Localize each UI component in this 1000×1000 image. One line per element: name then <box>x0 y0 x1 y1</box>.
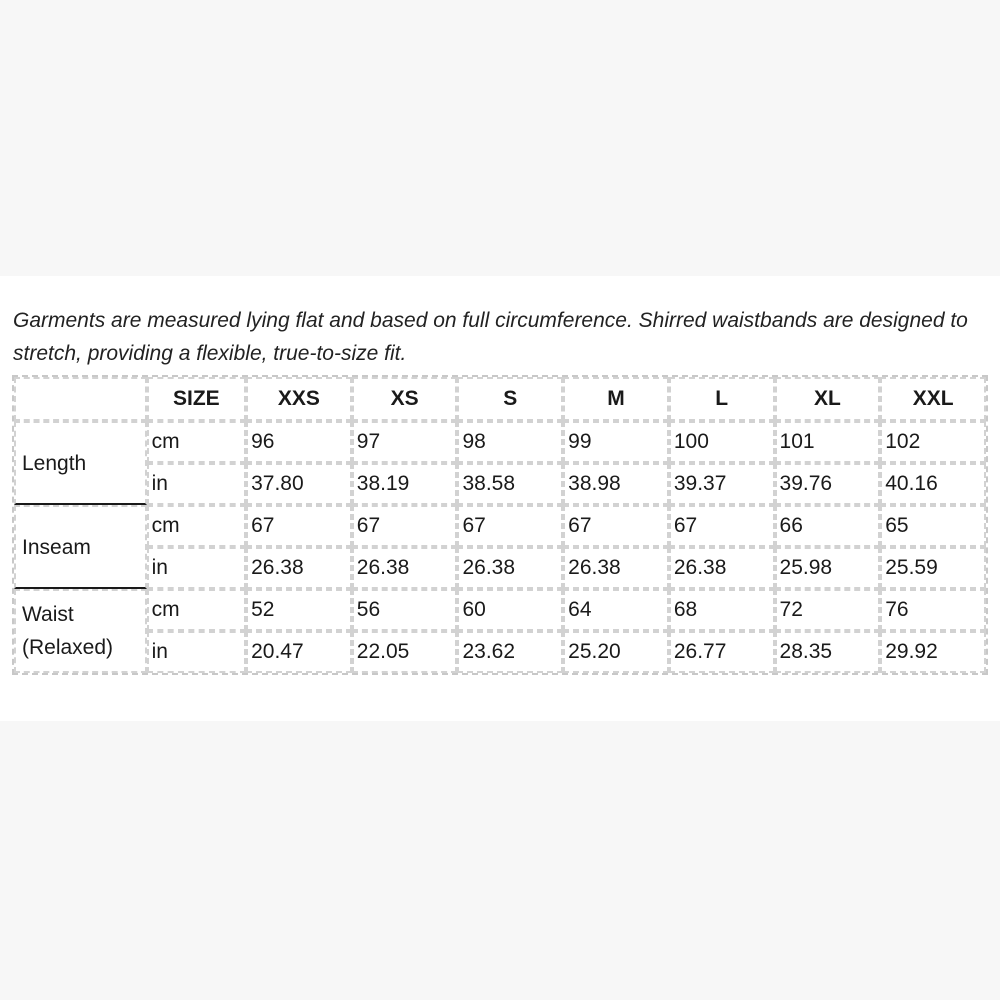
header-cell-blank <box>14 377 147 421</box>
value-cell: 22.05 <box>352 631 458 673</box>
value-cell: 26.38 <box>246 547 352 589</box>
value-cell: 102 <box>880 421 986 463</box>
value-cell: 38.58 <box>457 463 563 505</box>
value-cell: 20.47 <box>246 631 352 673</box>
value-cell: 39.76 <box>775 463 881 505</box>
unit-cell: in <box>147 631 246 673</box>
value-cell: 40.16 <box>880 463 986 505</box>
value-cell: 67 <box>669 505 775 547</box>
value-cell: 67 <box>246 505 352 547</box>
value-cell: 26.77 <box>669 631 775 673</box>
value-cell: 96 <box>246 421 352 463</box>
value-cell: 39.37 <box>669 463 775 505</box>
value-cell: 67 <box>457 505 563 547</box>
value-cell: 68 <box>669 589 775 631</box>
value-cell: 65 <box>880 505 986 547</box>
value-cell: 38.98 <box>563 463 669 505</box>
value-cell: 26.38 <box>457 547 563 589</box>
header-cell-xs: XS <box>352 377 458 421</box>
measurement-note: Garments are measured lying flat and based on full circumference. Shirred waistbands are designed to stretch, providing a flexible, true-to-size fit. <box>13 309 968 365</box>
value-cell: 100 <box>669 421 775 463</box>
value-cell: 67 <box>563 505 669 547</box>
value-cell: 56 <box>352 589 458 631</box>
header-row <box>14 377 986 421</box>
value-cell: 52 <box>246 589 352 631</box>
value-cell: 25.59 <box>880 547 986 589</box>
value-cell: 101 <box>775 421 881 463</box>
table-row <box>14 421 986 463</box>
value-cell: 26.38 <box>352 547 458 589</box>
value-cell: 76 <box>880 589 986 631</box>
group-label-inseam: Inseam <box>14 505 147 589</box>
value-cell: 23.62 <box>457 631 563 673</box>
header-cell-s: S <box>457 377 563 421</box>
header-cell-l: L <box>669 377 775 421</box>
value-cell: 97 <box>352 421 458 463</box>
value-cell: 67 <box>352 505 458 547</box>
value-cell: 26.38 <box>669 547 775 589</box>
value-cell: 99 <box>563 421 669 463</box>
size-chart-table <box>12 375 988 675</box>
unit-cell: cm <box>147 589 246 631</box>
table-row <box>14 589 986 631</box>
header-cell-xxl: XXL <box>880 377 986 421</box>
unit-cell: in <box>147 547 246 589</box>
header-cell-xl: XL <box>775 377 881 421</box>
value-cell: 72 <box>775 589 881 631</box>
value-cell: 26.38 <box>563 547 669 589</box>
value-cell: 98 <box>457 421 563 463</box>
table-row <box>14 631 986 673</box>
value-cell: 66 <box>775 505 881 547</box>
value-cell: 60 <box>457 589 563 631</box>
table-row <box>14 463 986 505</box>
value-cell: 25.98 <box>775 547 881 589</box>
value-cell: 64 <box>563 589 669 631</box>
header-cell-xxs: XXS <box>246 377 352 421</box>
value-cell: 37.80 <box>246 463 352 505</box>
header-cell-size: SIZE <box>147 377 246 421</box>
value-cell: 38.19 <box>352 463 458 505</box>
header-cell-m: M <box>563 377 669 421</box>
group-label-length: Length <box>14 421 147 505</box>
group-label-waist: Waist (Relaxed) <box>14 589 147 673</box>
value-cell: 28.35 <box>775 631 881 673</box>
value-cell: 25.20 <box>563 631 669 673</box>
unit-cell: cm <box>147 505 246 547</box>
unit-cell: cm <box>147 421 246 463</box>
table-row <box>14 547 986 589</box>
value-cell: 29.92 <box>880 631 986 673</box>
unit-cell: in <box>147 463 246 505</box>
table-row <box>14 505 986 547</box>
